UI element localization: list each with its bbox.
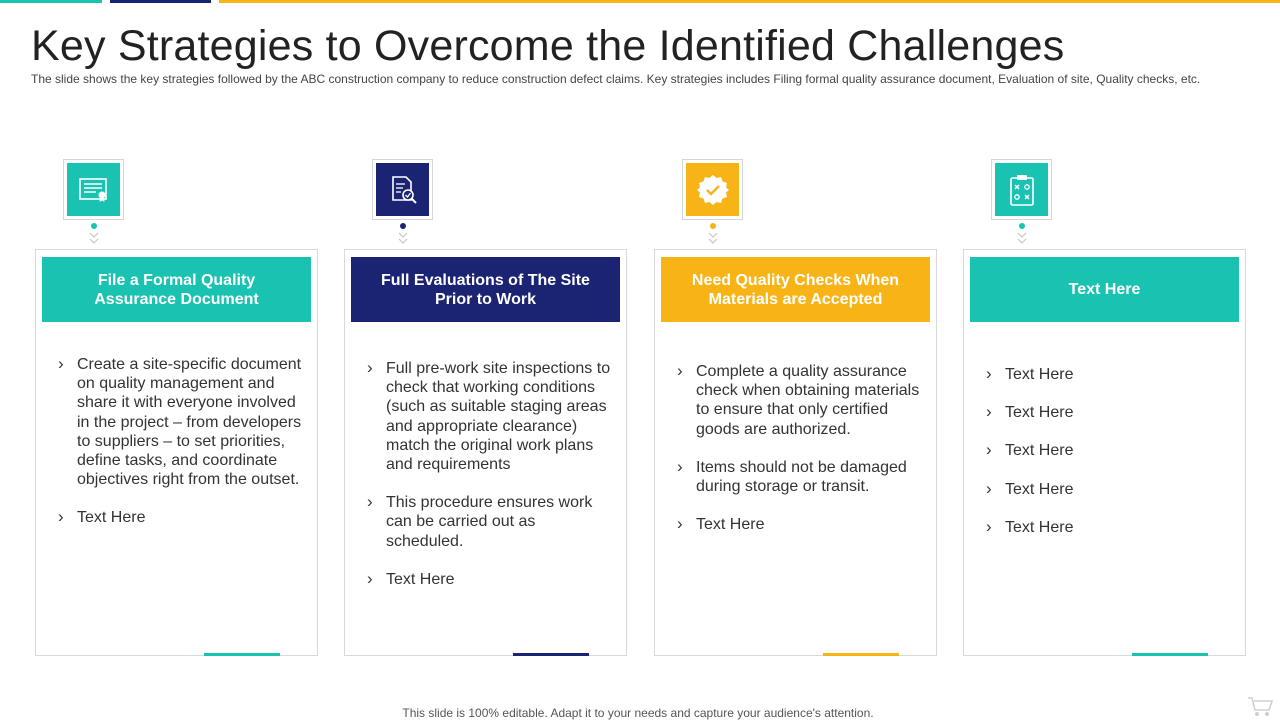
card-1-heading: File a Formal Quality Assurance Document [42, 257, 311, 322]
top-accent-bar-navy [110, 0, 211, 3]
list-item: › Create a site-specific document on quality management and share it with everyone involved in the project – from developers to suppliers – to set priorities, define tasks, and coordinate objectives right from the outset. [58, 355, 303, 489]
card-4-connector [1016, 223, 1028, 247]
quality-badge-icon [686, 163, 739, 216]
certificate-document-icon [67, 163, 120, 216]
card-3-heading: Need Quality Checks When Materials are Accepted [661, 257, 930, 322]
slide-subtitle: The slide shows the key strategies followed by the ABC construction company to reduce construction defect claims. Key strategies includes Filing formal quality assurance document, Evaluation of site, Quality checks, etc. [31, 72, 1201, 86]
card-2-accent-line [513, 653, 589, 656]
card-1-icon-frame [63, 159, 124, 220]
card-4-list [986, 365, 1231, 556]
card-4-heading: Text Here [970, 257, 1239, 322]
card-2-icon-frame [372, 159, 433, 220]
strategy-card-1 [35, 249, 318, 656]
list-item: › Text Here [677, 515, 922, 534]
list-item: › Full pre-work site inspections to check that working conditions (such as suitable staging areas and appropriate clearance) match the original work plans and requirements [367, 359, 612, 474]
top-accent-bar-yellow [219, 0, 1280, 3]
list-item: › Text Here [367, 570, 612, 589]
card-3-accent-line [823, 653, 899, 656]
strategy-card-2 [344, 249, 627, 656]
clipboard-checklist-icon [995, 163, 1048, 216]
card-1-connector [88, 223, 100, 247]
card-1-accent-line [204, 653, 280, 656]
card-3-list [677, 362, 922, 553]
list-item: › Text Here [986, 441, 1231, 460]
list-item: › Text Here [986, 518, 1231, 537]
card-3-connector [707, 223, 719, 247]
list-item: › Text Here [986, 365, 1231, 384]
card-2-connector [397, 223, 409, 247]
slide-footer-note: This slide is 100% editable. Adapt it to your needs and capture your audience's attention. [402, 706, 874, 720]
card-2-heading: Full Evaluations of The Site Prior to Work [351, 257, 620, 322]
list-item: › Items should not be damaged during storage or transit. [677, 458, 922, 496]
slide-title: Key Strategies to Overcome the Identified Challenges [31, 22, 1065, 70]
list-item: › Text Here [58, 508, 303, 527]
list-item: › Complete a quality assurance check when obtaining materials to ensure that only certified goods are authorized. [677, 362, 922, 439]
card-1-list [58, 355, 303, 547]
card-3-icon-frame [682, 159, 743, 220]
strategy-card-4 [963, 249, 1246, 656]
document-inspection-icon [376, 163, 429, 216]
card-2-list [367, 359, 612, 608]
list-item: › Text Here [986, 403, 1231, 422]
top-accent-bar-teal [0, 0, 102, 3]
card-4-icon-frame [991, 159, 1052, 220]
list-item: › This procedure ensures work can be carried out as scheduled. [367, 493, 612, 551]
list-item: › Text Here [986, 480, 1231, 499]
card-4-accent-line [1132, 653, 1208, 656]
strategy-card-3 [654, 249, 937, 656]
cart-watermark-icon [1246, 694, 1274, 718]
